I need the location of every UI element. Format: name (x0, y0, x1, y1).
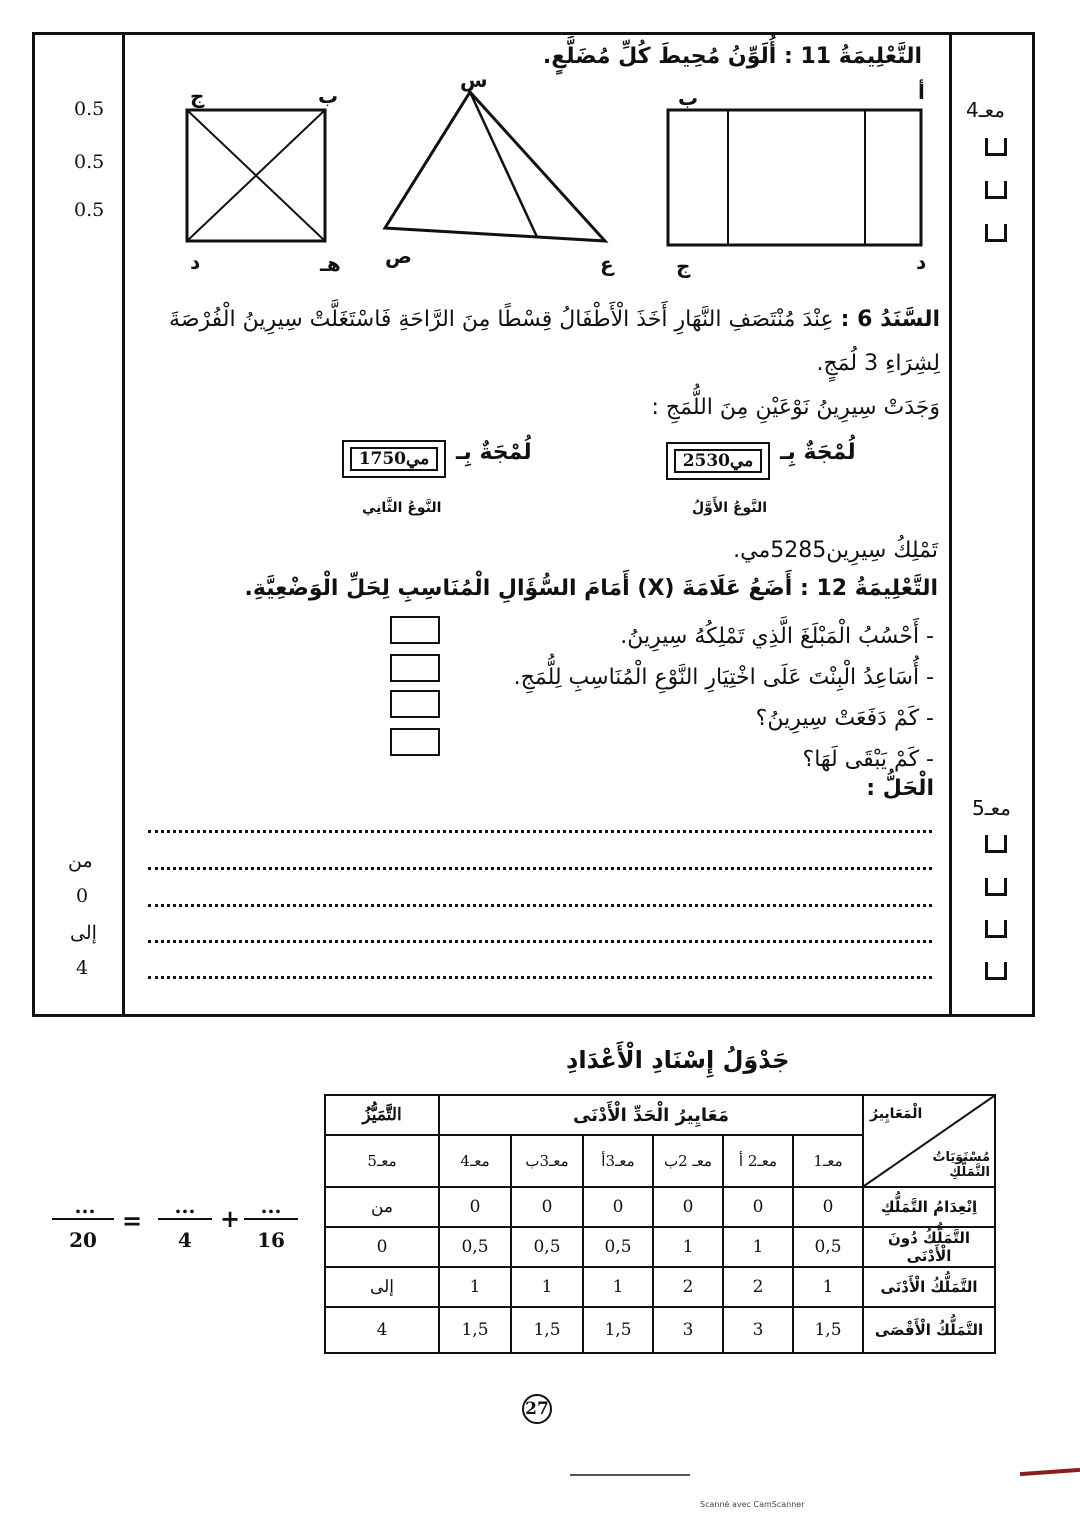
rectangle-vertex-bottom-right: د (916, 250, 927, 274)
instruction-11 (202, 44, 922, 69)
cell: 0,5 (439, 1227, 511, 1267)
col-header-mo2b: معـ 2ب (653, 1135, 723, 1187)
answer-line-5[interactable] (148, 976, 932, 979)
cell: 0 (511, 1187, 583, 1227)
grading-table (324, 1094, 996, 1354)
snack-type-2-price: 1750مي (350, 447, 438, 471)
corner-header (863, 1095, 995, 1187)
row-label: اِنْعِدَامُ التَّمَلُّكِ (863, 1187, 995, 1227)
triangle-vertex-bottom-right: ع (600, 252, 614, 276)
square-vertex-bottom-left: د (190, 250, 201, 274)
question-4-checkbox[interactable] (390, 728, 440, 756)
snack-type-2-caption: النَّوعُ الثَّانِي (362, 500, 442, 516)
square-vertex-top-left: ج (190, 84, 205, 108)
formula-blank-2[interactable]: ... (174, 1194, 196, 1218)
cell: 1 (583, 1267, 653, 1307)
question-1-checkbox[interactable] (390, 616, 440, 644)
cell: 2 (653, 1267, 723, 1307)
criterion-4-label: معـ4 (966, 98, 1005, 122)
scale-four: 4 (76, 957, 89, 979)
support-6-line-2: لِشِرَاءِ 3 لُمَجٍ. (816, 351, 940, 376)
min-criteria-header: مَعَايِيرُ الْحَدِّ الْأَدْنَى (439, 1095, 863, 1135)
cell: 1,5 (583, 1307, 653, 1353)
triangle-vertex-bottom-left: ص (385, 244, 412, 268)
instruction-11-title: التَّعْلِيمَةُ 11 : (783, 44, 922, 69)
page-number: 27 (522, 1394, 552, 1424)
cell: 1,5 (793, 1307, 863, 1353)
formula-bar-3 (244, 1218, 298, 1220)
criterion-4-box-1[interactable] (985, 138, 1007, 156)
cell: 0,5 (511, 1227, 583, 1267)
col-header-mo5: معـ5 (325, 1135, 439, 1187)
instruction-12-title: التَّعْلِيمَةُ 12 : (799, 576, 938, 601)
score-1: 0.5 (74, 151, 105, 173)
scanner-footer: Scanné avec CamScanner (700, 1500, 805, 1509)
left-margin-divider (122, 32, 125, 1017)
formula-plus: + (219, 1204, 241, 1233)
question-3-checkbox[interactable] (390, 690, 440, 718)
corner-criteria-label: الْمَعَايِيرُ (870, 1106, 923, 1122)
formula-bar-2 (158, 1218, 212, 1220)
cell: 0 (723, 1187, 793, 1227)
cell: إلى (325, 1267, 439, 1307)
criterion-4-box-3[interactable] (985, 224, 1007, 242)
scale-from: من (68, 850, 93, 872)
question-4: - كَمْ يَبْقَى لَهَا؟ (802, 747, 934, 772)
bottom-rule (570, 1474, 690, 1476)
row-label: التَّمَلُّكُ الْأَدْنَى (863, 1267, 995, 1307)
polygons-figure (150, 70, 950, 285)
square-vertex-top-right: ب (318, 84, 339, 108)
criterion-5-box-3[interactable] (985, 920, 1007, 938)
col-header-mo3b: معـ3ب (511, 1135, 583, 1187)
support-6-title: السَّنَدُ 6 : (840, 307, 940, 332)
row-label: التَّمَلُّكُ الْأَقْصَى (863, 1307, 995, 1353)
col-header-mo2a: معـ2 أ (723, 1135, 793, 1187)
cell: 4 (325, 1307, 439, 1353)
cell: 3 (723, 1307, 793, 1353)
rectangle-vertex-top-left: ب (678, 86, 699, 110)
cell: 0 (793, 1187, 863, 1227)
cell: 0 (325, 1227, 439, 1267)
formula-bar-1 (52, 1218, 114, 1220)
instruction-11-text: أُلَوِّنُ مُحِيطَ كُلِّ مُضَلَّعٍ. (542, 44, 777, 69)
formula-blank-3[interactable]: ... (260, 1194, 282, 1218)
cell: 3 (653, 1307, 723, 1353)
excellence-header: التَّمَيُّزُ (325, 1095, 439, 1135)
scale-zero: 0 (76, 885, 89, 907)
table-row (325, 1267, 995, 1307)
cell: 0 (653, 1187, 723, 1227)
cell: 0 (439, 1187, 511, 1227)
row-label: التَّمَلُّكُ دُونَ الْأَدْنَى (863, 1227, 995, 1267)
score-2: 0.5 (74, 199, 105, 221)
question-2: - أُسَاعِدُ الْبِنْتَ عَلَى اخْتِيَارِ النَّوْعِ الْمُنَاسِبِ لِلُّمَجِ. (513, 665, 934, 690)
cell: 1 (723, 1227, 793, 1267)
answer-line-2[interactable] (148, 867, 932, 870)
square-vertex-bottom-right: هـ (320, 252, 341, 276)
snack-type-1-price: 2530مي (674, 449, 762, 473)
score-0: 0.5 (74, 98, 105, 120)
grading-table-title: جَدْوَلُ إِسْنَادِ الْأَعْدَادِ (566, 1046, 790, 1074)
rectangle-vertex-bottom-left: ج (676, 254, 691, 278)
instruction-12-questions (504, 616, 934, 780)
cell: 1 (653, 1227, 723, 1267)
cell: 0,5 (793, 1227, 863, 1267)
formula-denominator-2: 4 (178, 1228, 192, 1252)
question-2-checkbox[interactable] (390, 654, 440, 682)
answer-line-3[interactable] (148, 904, 932, 907)
snack-type-1-label: لُمْجَةٌ بِـ (780, 440, 856, 465)
corner-levels-label: مُسْتَوَيَاتُ التَّمَلُّكِ (932, 1150, 990, 1180)
cell: 2 (723, 1267, 793, 1307)
instruction-12 (238, 576, 938, 601)
formula-equals: = (121, 1206, 143, 1235)
cell: 0 (583, 1187, 653, 1227)
support-6-line-3: وَجَدَتْ سِيرِينُ نَوْعَيْنِ مِنَ اللُّمَجِ : (651, 395, 940, 420)
criterion-5-box-1[interactable] (985, 835, 1007, 853)
cell: 1 (793, 1267, 863, 1307)
instruction-12-text: أَضَعُ عَلَامَةَ (X) أَمَامَ السُّؤَالِ الْمُنَاسِبِ لِحَلِّ الْوَضْعِيَّةِ. (244, 576, 793, 601)
cell: 1,5 (439, 1307, 511, 1353)
col-header-mo1: معـ1 (793, 1135, 863, 1187)
snack-type-1-caption: النَّوعُ الأَوَّلُ (692, 500, 768, 516)
rectangle-shape (668, 110, 921, 245)
question-3: - كَمْ دَفَعَتْ سِيرِينُ؟ (755, 706, 934, 731)
square-shape (187, 110, 325, 241)
question-1: - أَحْسُبُ الْمَبْلَغَ الَّذِي تَمْلِكُهُ سِيرِينُ. (620, 624, 934, 649)
support-6-owns: تَمْلِكُ سِيرِين5285مي. (733, 538, 938, 563)
table-row (325, 1307, 995, 1353)
answer-line-1[interactable] (148, 830, 932, 833)
answer-line-4[interactable] (148, 940, 932, 943)
snack-type-2-card (342, 440, 446, 478)
criterion-4-box-2[interactable] (985, 181, 1007, 199)
criterion-5-box-2[interactable] (985, 878, 1007, 896)
solution-label: الْحَلُّ : (866, 776, 934, 801)
cell: 1 (439, 1267, 511, 1307)
snack-type-2-label: لُمْجَةٌ بِـ (456, 440, 532, 465)
triangle-shape (385, 92, 605, 241)
table-row (325, 1187, 995, 1227)
criterion-5-box-4[interactable] (985, 962, 1007, 980)
formula-denominator-1: 20 (69, 1228, 97, 1252)
support-6-line-1: عِنْدَ مُنْتَصَفِ النَّهَارِ أَخَذَ الْأَطْفَالُ قِسْطًا مِنَ الرَّاحَةِ فَاسْتَغَلَّتْ سِيرِينُ الْفُرْصَةَ (169, 307, 834, 332)
col-header-mo3a: معـ3أ (583, 1135, 653, 1187)
support-6 (140, 298, 940, 430)
col-header-mo4: معـ4 (439, 1135, 511, 1187)
snack-type-1-card (666, 442, 770, 480)
corner-mark (1020, 1468, 1080, 1476)
rectangle-vertex-top-right: أ (918, 80, 925, 104)
scale-to: إلى (70, 922, 97, 944)
table-row (325, 1227, 995, 1267)
criterion-5-label: معـ5 (972, 796, 1011, 820)
triangle-vertex-apex: س (460, 68, 488, 92)
formula-blank-1[interactable]: ... (74, 1194, 96, 1218)
cell: 1,5 (511, 1307, 583, 1353)
cell: 0,5 (583, 1227, 653, 1267)
cell: 1 (511, 1267, 583, 1307)
cell: من (325, 1187, 439, 1227)
formula-denominator-3: 16 (257, 1228, 285, 1252)
